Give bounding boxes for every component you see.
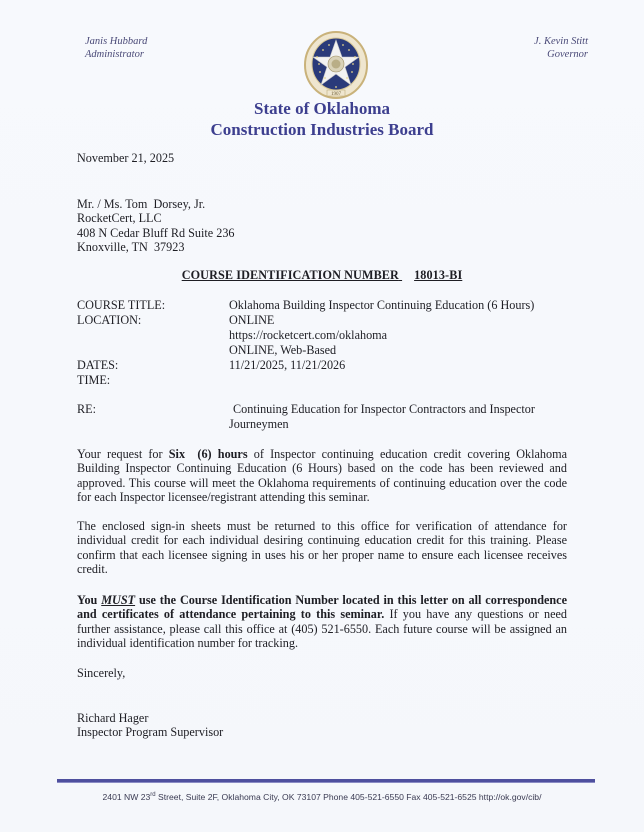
time-label: TIME: bbox=[77, 373, 111, 387]
recipient-city: Knoxville, TN 37923 bbox=[77, 240, 185, 255]
signer-title: Inspector Program Supervisor bbox=[77, 725, 224, 740]
approval-paragraph bbox=[77, 447, 567, 505]
administrator-name: Janis Hubbard bbox=[85, 36, 148, 47]
governor-name: J. Kevin Stitt bbox=[534, 36, 588, 47]
course-title-value: Oklahoma Building Inspector Continuing Education (6 Hours) bbox=[229, 298, 535, 312]
recipient-street: 408 N Cedar Bluff Rd Suite 236 bbox=[77, 225, 235, 240]
notice-rest: If you have any questions or need further assistance, please call this office at (405) 521-6550. Each future course will be assigned an individual identification number for tracking. bbox=[77, 607, 567, 651]
footer-address-pre: 2401 NW 23 bbox=[102, 792, 151, 802]
letter-date: November 21, 2025 bbox=[77, 151, 175, 165]
closing: Sincerely, bbox=[77, 666, 126, 680]
approval-text-post: of Inspector continuing education credit covering Oklahoma Building Inspector Continuing Education (6 Hours) based on the code has been reviewed and approved. This course will meet the Oklahoma requirements of continuing education over the code for each Inspector licensee/registrant attending this seminar. bbox=[77, 447, 568, 505]
agency-board-line: Construction Industries Board bbox=[210, 120, 434, 139]
location-type: ONLINE, Web-Based bbox=[229, 343, 337, 357]
re-line-1: Continuing Education for Inspector Contractors and Inspector bbox=[233, 402, 535, 416]
approval-hours: Six (6) hours bbox=[168, 447, 248, 461]
footer-divider bbox=[57, 779, 595, 782]
recipient-name: Mr. / Ms. Tom Dorsey, Jr. bbox=[77, 197, 206, 211]
governor-block bbox=[534, 35, 588, 61]
location-label: LOCATION: bbox=[77, 313, 142, 327]
great-seal-of-oklahoma-icon bbox=[303, 30, 369, 100]
dates-value: 11/21/2025, 11/21/2026 bbox=[229, 358, 346, 372]
location-url: https://rocketcert.com/oklahoma bbox=[229, 328, 388, 342]
footer-address-post: Street, Suite 2F, Oklahoma City, OK 73107 Phone 405-521-6550 Fax 405-521-6525 http://ok.gov/cib/ bbox=[155, 792, 542, 802]
administrator-block bbox=[85, 35, 147, 61]
re-line-2: Journeymen bbox=[229, 417, 289, 431]
administrator-title: Administrator bbox=[85, 49, 144, 60]
course-id-number: 18013-BI bbox=[414, 268, 463, 282]
dates-label: DATES: bbox=[77, 358, 119, 372]
re-label: RE: bbox=[77, 402, 96, 416]
notice-bold-pre: You bbox=[77, 593, 102, 607]
footer-address-sup: rd bbox=[150, 792, 156, 799]
signer-name: Richard Hager bbox=[77, 711, 149, 725]
course-identification-heading bbox=[0, 268, 644, 283]
agency-state-line: State of Oklahoma bbox=[254, 99, 390, 118]
approval-text-pre: Your request for bbox=[77, 447, 169, 461]
recipient-company: RocketCert, LLC bbox=[77, 211, 162, 226]
seal-year: 1907 bbox=[331, 92, 341, 97]
footer-contact bbox=[0, 792, 644, 802]
signature-block bbox=[77, 711, 223, 740]
location-online: ONLINE bbox=[229, 313, 275, 327]
sign-in-sheets-paragraph: The enclosed sign-in sheets must be returned to this office for verification of attendance for individual credit for each individual desiring continuing education credit for this training. Please confirm that each licensee signing in uses his or her proper name to ensure each licensee receives credit. bbox=[77, 519, 567, 577]
course-id-notice-paragraph bbox=[77, 593, 567, 651]
agency-heading bbox=[0, 98, 644, 140]
course-id-label: COURSE IDENTIFICATION NUMBER bbox=[181, 268, 399, 282]
notice-must: MUST bbox=[101, 593, 136, 607]
course-title-label: COURSE TITLE: bbox=[77, 298, 166, 312]
recipient-address bbox=[77, 197, 235, 255]
governor-title: Governor bbox=[547, 49, 588, 60]
notice-bold-post: use the Course Identification Number located in this letter on all correspondence and certificates of attendance pertaining to this seminar. bbox=[77, 593, 567, 622]
